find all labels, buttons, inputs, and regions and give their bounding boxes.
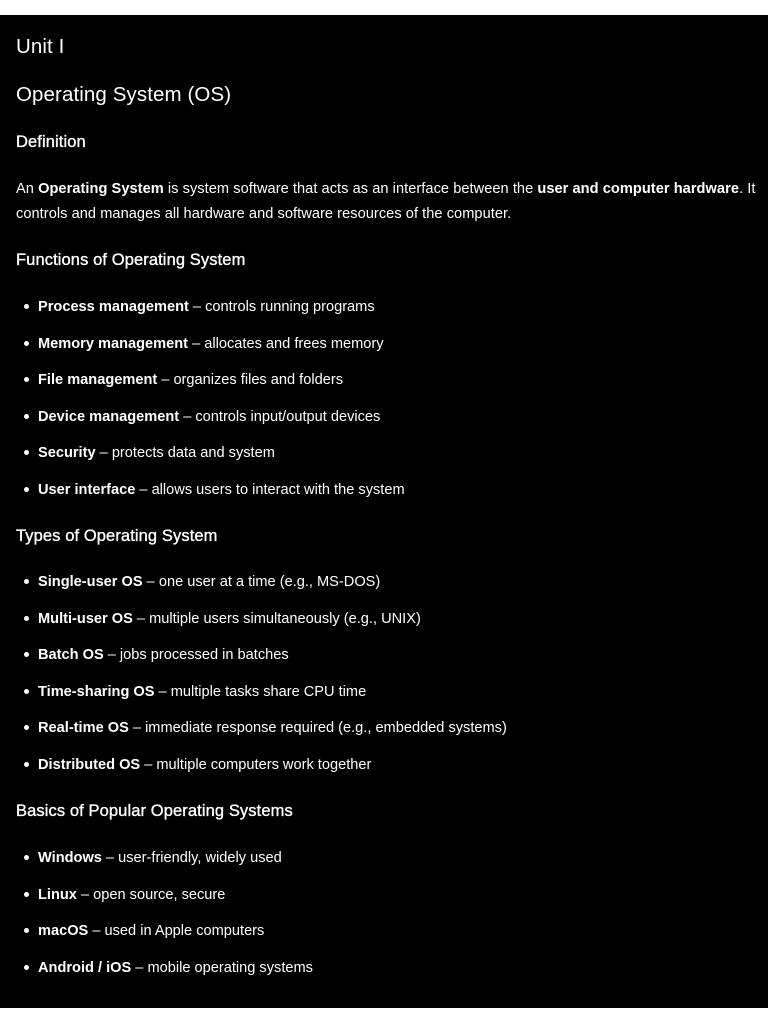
item-term: User interface xyxy=(38,481,136,498)
bullet-icon xyxy=(24,341,29,346)
list-item xyxy=(16,645,507,682)
bold-term: Operating System xyxy=(38,181,164,197)
item-description: – protects data and system xyxy=(95,445,275,461)
bullet-icon xyxy=(24,965,29,970)
item-description: – immediate response required (e.g., embedded systems) xyxy=(128,720,507,736)
bullet-icon xyxy=(24,377,29,382)
list-item xyxy=(16,334,405,371)
list-item xyxy=(16,718,507,755)
item-term: Device management xyxy=(38,408,180,425)
item-term: Process management xyxy=(38,299,189,315)
item-description: – allocates and frees memory xyxy=(188,335,384,352)
list-item xyxy=(16,480,405,517)
list-item xyxy=(16,958,313,995)
item-term: Single-user OS xyxy=(38,574,143,590)
bullet-icon xyxy=(24,689,29,694)
item-description: – mobile operating systems xyxy=(131,959,313,976)
paragraph-text: . It controls and manages all hardware and software resources of the computer. xyxy=(16,181,756,222)
item-term: Batch OS xyxy=(38,647,104,663)
popular-os-heading: Basics of Popular Operating Systems xyxy=(16,802,293,820)
item-description: – multiple users simultaneously (e.g., UNIX) xyxy=(132,610,421,627)
unit-title: Unit I xyxy=(16,35,65,58)
item-term: Android / iOS xyxy=(38,959,132,976)
item-term: Linux xyxy=(38,886,77,903)
bullet-icon xyxy=(24,304,29,309)
item-description: – one user at a time (e.g., MS-DOS) xyxy=(142,574,381,590)
item-term: Security xyxy=(38,445,96,461)
item-description: – controls input/output devices xyxy=(179,408,381,425)
bullet-icon xyxy=(24,487,29,492)
bullet-icon xyxy=(24,855,29,860)
popular-os-list xyxy=(16,848,313,994)
bullet-icon xyxy=(24,928,29,933)
item-description: – used in Apple computers xyxy=(88,923,265,939)
item-description: – multiple tasks share CPU time xyxy=(154,683,367,700)
item-term: macOS xyxy=(38,923,89,939)
notes-panel xyxy=(0,15,768,1008)
paragraph-text: An xyxy=(16,181,39,197)
item-term: Real-time OS xyxy=(38,720,129,736)
types-heading: Types of Operating System xyxy=(16,527,218,545)
item-description: – allows users to interact with the system xyxy=(135,481,405,498)
item-term: Multi-user OS xyxy=(38,610,133,627)
bullet-icon xyxy=(24,414,29,419)
item-description: – multiple computers work together xyxy=(140,756,372,773)
types-list xyxy=(16,572,507,791)
list-item xyxy=(16,297,405,334)
list-item xyxy=(16,885,313,922)
list-item xyxy=(16,848,313,885)
item-term: Time-sharing OS xyxy=(38,683,155,700)
bullet-icon xyxy=(24,725,29,730)
bullet-icon xyxy=(24,892,29,897)
list-item xyxy=(16,609,507,646)
item-term: Distributed OS xyxy=(38,756,141,773)
item-description: – organizes files and folders xyxy=(157,372,343,388)
item-term: Windows xyxy=(38,850,102,866)
bullet-icon xyxy=(24,652,29,657)
list-item xyxy=(16,370,405,407)
bullet-icon xyxy=(24,616,29,621)
item-description: – user-friendly, widely used xyxy=(101,850,282,866)
definition-paragraph xyxy=(16,177,761,227)
item-term: Memory management xyxy=(38,335,189,352)
item-description: – controls running programs xyxy=(188,299,375,315)
list-item xyxy=(16,572,507,609)
paragraph-text: is system software that acts as an interface between the xyxy=(163,181,538,197)
bullet-icon xyxy=(24,762,29,767)
list-item xyxy=(16,443,405,480)
functions-heading: Functions of Operating System xyxy=(16,251,246,269)
list-item xyxy=(16,682,507,719)
definition-heading: Definition xyxy=(16,133,86,151)
list-item xyxy=(16,407,405,444)
item-description: – open source, secure xyxy=(76,886,226,903)
bullet-icon xyxy=(24,579,29,584)
item-term: File management xyxy=(38,372,158,388)
item-description: – jobs processed in batches xyxy=(103,647,289,663)
bullet-icon xyxy=(24,450,29,455)
list-item xyxy=(16,921,313,958)
functions-list xyxy=(16,297,405,516)
bold-term: user and computer hardware xyxy=(537,181,739,197)
list-item xyxy=(16,755,507,792)
page-heading: Operating System (OS) xyxy=(16,83,232,106)
